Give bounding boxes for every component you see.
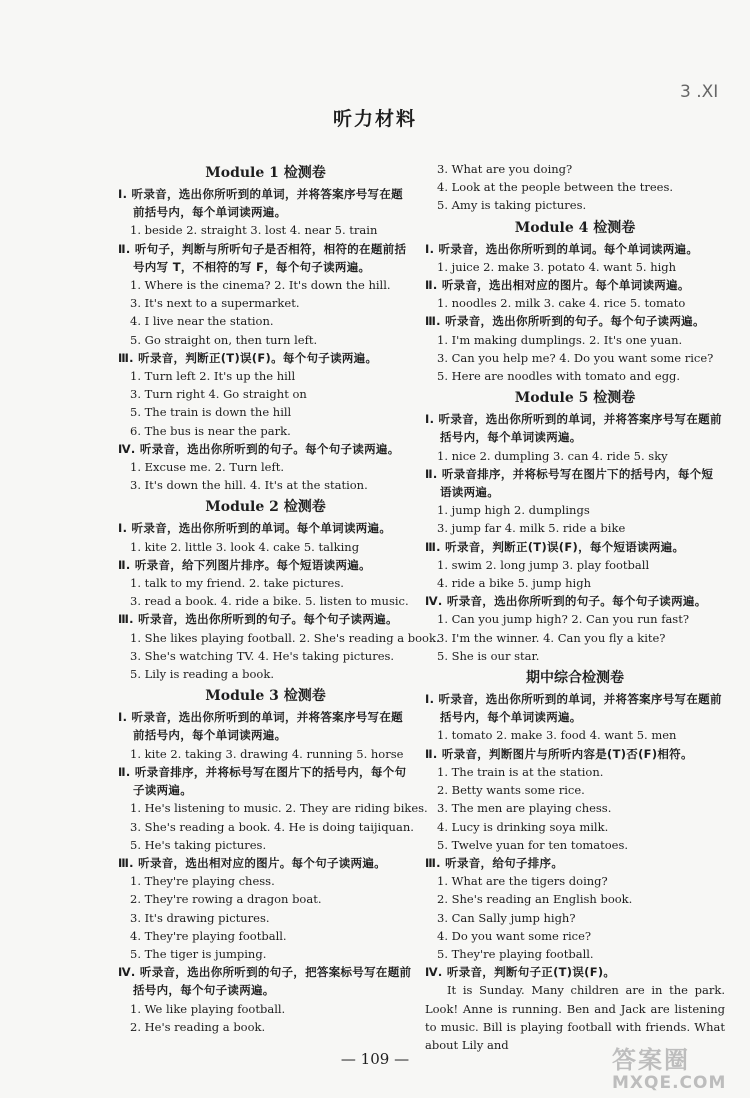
listening-item: 5. The train is down the hill bbox=[130, 405, 292, 420]
passage-text: It is Sunday. Many children are in the park. Look! Anne is running. Ben and Jack are listening to music. Bill is playing football with friends. What about Lily and bbox=[425, 983, 725, 1052]
section-heading: Ⅱ. 听录音，给下列图片排序。每个短语读两遍。 bbox=[118, 557, 371, 572]
listening-item: 1. They're playing chess. bbox=[130, 874, 275, 889]
listening-item: 2. She's reading an English book. bbox=[437, 892, 633, 907]
listening-item: 1. tomato 2. make 3. food 4. want 5. men bbox=[437, 728, 677, 743]
section-heading: Ⅱ. 听录音，判断图片与所听内容是(T)否(F)相符。 bbox=[425, 746, 693, 761]
section-heading: Ⅲ. 听录音，判断正(T)误(F)。每个句子读两遍。 bbox=[118, 350, 378, 365]
listening-item: 4. Do you want some rice? bbox=[437, 928, 592, 943]
listening-item: 5. Here are noodles with tomato and egg. bbox=[437, 369, 681, 384]
listening-item: 1. What are the tigers doing? bbox=[437, 874, 608, 889]
section-heading: Ⅱ. 听录音排序，并将标号写在图片下的括号内，每个句子读两遍。 bbox=[118, 764, 407, 798]
section-heading: Ⅲ. 听录音，选出你所听到的句子。每个句子读两遍。 bbox=[118, 612, 398, 627]
listening-item: 1. noodles 2. milk 3. cake 4. rice 5. tomato bbox=[437, 296, 686, 311]
section-heading: Ⅰ. 听录音，选出你所听到的单词。每个单词读两遍。 bbox=[425, 241, 699, 256]
listening-item: 5. Go straight on, then turn left. bbox=[130, 332, 318, 347]
page-number: — 109 — bbox=[340, 1050, 410, 1068]
section-heading: Ⅱ. 听录音排序，并将标号写在图片下的括号内，每个短语读两遍。 bbox=[425, 466, 714, 500]
section-heading: Ⅰ. 听录音，选出你所听到的单词，并将答案序号写在题前括号内，每个单词读两遍。 bbox=[425, 412, 722, 445]
section-heading: Ⅳ. 听录音，选出你所听到的句子。每个句子读两遍。 bbox=[425, 594, 707, 609]
section-heading: Ⅱ. 听录音，选出相对应的图片。每个单词读两遍。 bbox=[425, 278, 690, 293]
listening-item: 1. We like playing football. bbox=[130, 1001, 286, 1016]
listening-item: 5. She is our star. bbox=[437, 648, 540, 663]
listening-item: 3. It's drawing pictures. bbox=[130, 910, 270, 925]
section-heading: Ⅲ. 听录音，判断正(T)误(F)，每个短语读两遍。 bbox=[425, 539, 685, 554]
listening-item: 1. nice 2. dumpling 3. can 4. ride 5. sky bbox=[437, 448, 668, 463]
listening-item: 3. read a book. 4. ride a bike. 5. listen to music. bbox=[130, 594, 409, 609]
listening-item: 2. They're rowing a dragon boat. bbox=[130, 892, 322, 907]
page-title: 听力材料 bbox=[332, 108, 417, 130]
listening-item: 5. The tiger is jumping. bbox=[130, 946, 267, 961]
listening-item: 1. Where is the cinema? 2. It's down the hill. bbox=[130, 278, 391, 293]
listening-item: 6. The bus is near the park. bbox=[130, 423, 291, 438]
listening-item: 1. swim 2. long jump 3. play football bbox=[437, 557, 650, 572]
listening-item: 1. jump high 2. dumplings bbox=[437, 503, 590, 518]
listening-item: 3. The men are playing chess. bbox=[437, 801, 612, 816]
listening-item: 3. It's next to a supermarket. bbox=[130, 296, 300, 311]
section-heading: Ⅳ. 听录音，判断句子正(T)误(F)。 bbox=[425, 965, 616, 980]
listening-item: 4. They're playing football. bbox=[130, 928, 287, 943]
section-heading: Ⅲ. 听录音，给句子排序。 bbox=[425, 855, 564, 870]
listening-item: 5. Twelve yuan for ten tomatoes. bbox=[437, 837, 629, 852]
listening-item: 5. He's taking pictures. bbox=[130, 837, 267, 852]
listening-item: 2. He's reading a book. bbox=[130, 1019, 266, 1034]
section-heading: Ⅱ. 听句子，判断与所听句子是否相符，相符的在题前括号内写 T，不相符的写 F，每个句子读两遍。 bbox=[118, 241, 407, 274]
watermark-text-bottom: MXQE.COM bbox=[612, 1073, 727, 1093]
listening-item: 1. The train is at the station. bbox=[437, 764, 604, 779]
module-title: Module 3 检测卷 bbox=[205, 688, 326, 705]
right-column bbox=[425, 160, 725, 1054]
listening-item: 4. Look at the people between the trees. bbox=[437, 180, 674, 195]
module-title: Module 5 检测卷 bbox=[514, 390, 636, 407]
listening-item: 1. Can you jump high? 2. Can you run fast? bbox=[437, 612, 689, 627]
corner-mark: 3 .XI bbox=[680, 82, 719, 102]
listening-item: 4. I live near the station. bbox=[130, 314, 274, 329]
listening-item: 1. Excuse me. 2. Turn left. bbox=[130, 460, 285, 475]
listening-item: 3. It's down the hill. 4. It's at the station. bbox=[130, 478, 368, 493]
watermark-logo bbox=[612, 1040, 742, 1095]
section-heading: Ⅰ. 听录音，选出你所听到的单词，并将答案序号写在题前括号内，每个单词读两遍。 bbox=[425, 692, 722, 725]
section-heading: Ⅰ. 听录音，选出你所听到的单词。每个单词读两遍。 bbox=[118, 521, 392, 536]
listening-item: 1. talk to my friend. 2. take pictures. bbox=[130, 576, 344, 591]
listening-item: 3. Turn right 4. Go straight on bbox=[130, 387, 307, 402]
listening-item: 5. Amy is taking pictures. bbox=[437, 198, 587, 213]
listening-item: 3. She's reading a book. 4. He is doing taijiquan. bbox=[130, 819, 414, 834]
section-heading: Ⅰ. 听录音，选出你所听到的单词，并将答案序号写在题前括号内，每个单词读两遍。 bbox=[118, 710, 403, 743]
listening-item: 3. Can Sally jump high? bbox=[437, 910, 576, 925]
listening-item: 5. Lily is reading a book. bbox=[130, 667, 274, 682]
listening-item: 1. He's listening to music. 2. They are riding bikes. bbox=[130, 801, 428, 816]
listening-item: 1. beside 2. straight 3. lost 4. near 5. train bbox=[130, 223, 378, 238]
listening-item: 1. kite 2. little 3. look 4. cake 5. talking bbox=[130, 539, 360, 554]
listening-item: 5. They're playing football. bbox=[437, 946, 594, 961]
listening-item: 2. Betty wants some rice. bbox=[437, 783, 585, 798]
listening-item: 1. kite 2. taking 3. drawing 4. running 5. horse bbox=[130, 746, 404, 761]
listening-item: 4. Lucy is drinking soya milk. bbox=[437, 819, 609, 834]
section-heading: Ⅰ. 听录音，选出你所听到的单词，并将答案序号写在题前括号内，每个单词读两遍。 bbox=[118, 187, 403, 220]
listening-item: 1. I'm making dumplings. 2. It's one yuan. bbox=[437, 332, 683, 347]
section-heading: Ⅳ. 听录音，选出你所听到的句子，把答案标号写在题前括号内，每个句子读两遍。 bbox=[118, 965, 412, 998]
listening-item: 3. Can you help me? 4. Do you want some rice? bbox=[437, 350, 714, 365]
module-title: 期中综合检测卷 bbox=[526, 670, 624, 687]
listening-item: 3. I'm the winner. 4. Can you fly a kite? bbox=[437, 630, 666, 645]
watermark-text-top: 答案圈 bbox=[612, 1046, 690, 1074]
listening-item: 1. juice 2. make 3. potato 4. want 5. high bbox=[437, 259, 677, 274]
module-title: Module 1 检测卷 bbox=[205, 165, 326, 181]
listening-item: 3. jump far 4. milk 5. ride a bike bbox=[437, 521, 626, 536]
module-title: Module 4 检测卷 bbox=[514, 219, 636, 236]
left-column bbox=[118, 160, 440, 1036]
listening-item: 1. Turn left 2. It's up the hill bbox=[130, 369, 296, 384]
section-heading: Ⅲ. 听录音，选出你所听到的句子。每个句子读两遍。 bbox=[425, 314, 705, 329]
section-heading: Ⅲ. 听录音，选出相对应的图片。每个句子读两遍。 bbox=[118, 855, 386, 870]
listening-item: 4. ride a bike 5. jump high bbox=[437, 576, 591, 591]
section-heading: Ⅳ. 听录音，选出你所听到的句子。每个句子读两遍。 bbox=[118, 441, 400, 456]
listening-item: 1. She likes playing football. 2. She's reading a book. bbox=[130, 630, 440, 645]
listening-item: 3. What are you doing? bbox=[437, 162, 573, 176]
module-title: Module 2 检测卷 bbox=[205, 499, 326, 516]
listening-item: 3. She's watching TV. 4. He's taking pictures. bbox=[130, 648, 395, 663]
